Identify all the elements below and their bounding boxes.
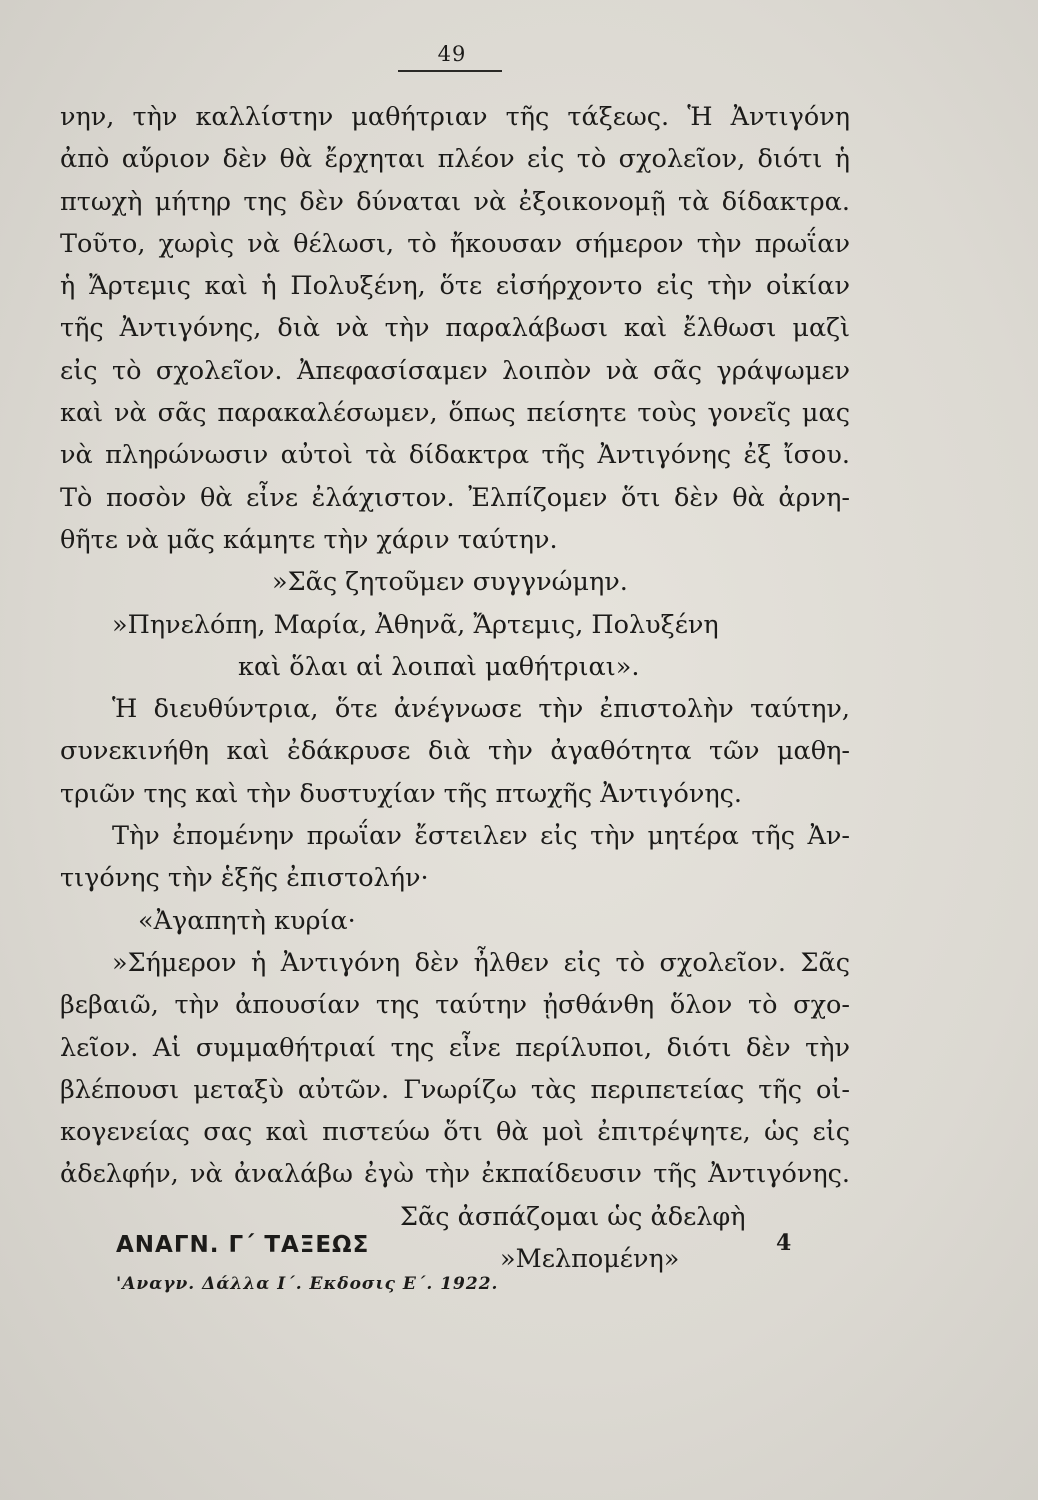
text-line: ἀδελφήν, νὰ ἀναλάβω ἐγὼ τὴν ἐκπαίδευσιν τῆς Ἀντιγόνης. xyxy=(60,1159,850,1190)
footer-edition-info: 'Αναγν. Δάλλα Ι΄. Εκδοσις Ε΄. 1922. xyxy=(116,1274,499,1294)
text-line: Ἡ διευθύντρια, ὅτε ἀνέγνωσε τὴν ἐπιστολὴν ταύτην, xyxy=(112,694,850,725)
text-line: νην, τὴν καλλίστην μαθήτριαν τῆς τάξεως. Ἡ Ἀντιγόνη xyxy=(60,102,850,132)
text-line: βλέπουσι μεταξὺ αὐτῶν. Γνωρίζω τὰς περιπετείας τῆς οἰ- xyxy=(60,1074,850,1105)
text-line: εἰς τὸ σχολεῖον. Ἀπεφασίσαμεν λοιπὸν νὰ σᾶς γράψωμεν xyxy=(60,355,850,386)
text-line: βεβαιῶ, τὴν ἀπουσίαν της ταύτην ᾐσθάνθη ὅλον τὸ σχο- xyxy=(60,990,850,1021)
text-line: λεῖον. Αἱ συμμαθήτριαί της εἶνε περίλυποι, διότι δὲν τὴν xyxy=(60,1032,850,1063)
text-line: Τοῦτο, χωρὶς νὰ θέλωσι, τὸ ἤκουσαν σήμερον τὴν πρωΐαν xyxy=(60,228,850,259)
text-line: ἡ Ἄρτεμις καὶ ἡ Πολυξένη, ὅτε εἰσήρχοντο εἰς τὴν οἰκίαν xyxy=(60,271,850,302)
page-number: 49 xyxy=(437,42,467,66)
page-text xyxy=(60,96,850,1280)
text-line: «Ἀγαπητὴ κυρία· xyxy=(138,905,356,936)
closing-line: Σᾶς ἀσπάζομαι ὡς ἀδελφὴ xyxy=(400,1201,746,1232)
text-line: Τὸ ποσὸν θὰ εἶνε ἐλάχιστον. Ἐλπίζομεν ὅτι δὲν θὰ ἀρνη- xyxy=(60,482,850,513)
text-line: »Σήμερον ἡ Ἀντιγόνη δὲν ἦλθεν εἰς τὸ σχολεῖον. Σᾶς xyxy=(112,947,850,978)
footer-book-title: ΑΝΑΓΝ. Γ΄ ΤΑΞΕΩΣ xyxy=(116,1232,370,1258)
text-line: καὶ νὰ σᾶς παρακαλέσωμεν, ὅπως πείσητε τοὺς γονεῖς μας xyxy=(60,398,850,429)
page-number-rule xyxy=(398,70,502,72)
text-line: θῆτε νὰ μᾶς κάμητε τὴν χάριν ταύτην. xyxy=(60,524,558,555)
footer-signature-mark: 4 xyxy=(776,1230,792,1256)
text-line: »Πηνελόπη, Μαρία, Ἀθηνᾶ, Ἄρτεμις, Πολυξένη xyxy=(112,609,719,640)
text-line: τριῶν της καὶ τὴν δυστυχίαν τῆς πτωχῆς Ἀντιγόνης. xyxy=(60,778,743,809)
text-line: »Σᾶς ζητοῦμεν συγγνώμην. xyxy=(272,567,628,598)
text-line: καὶ ὅλαι αἱ λοιπαὶ μαθήτριαι». xyxy=(238,651,640,682)
text-line: Τὴν ἐπομένην πρωΐαν ἔστειλεν εἰς τὴν μητέρα τῆς Ἀν- xyxy=(112,821,850,852)
text-line: πτωχὴ μήτηρ της δὲν δύναται νὰ ἐξοικονομῇ τὰ δίδακτρα. xyxy=(60,186,850,217)
text-line: τῆς Ἀντιγόνης, διὰ νὰ τὴν παραλάβωσι καὶ ἔλθωσι μαζὶ xyxy=(60,313,850,344)
text-line: τιγόνης τὴν ἑξῆς ἐπιστολήν· xyxy=(60,863,429,894)
text-line: ἀπὸ αὔριον δὲν θὰ ἔρχηται πλέον εἰς τὸ σχολεῖον, διότι ἡ xyxy=(60,144,850,175)
text-line: συνεκινήθη καὶ ἐδάκρυσε διὰ τὴν ἀγαθότητα τῶν μαθη- xyxy=(60,736,850,767)
text-line: κογενείας σας καὶ πιστεύω ὅτι θὰ μοὶ ἐπιτρέψητε, ὡς εἰς xyxy=(60,1117,850,1148)
text-line: νὰ πληρώνωσιν αὐτοὶ τὰ δίδακτρα τῆς Ἀντιγόνης ἐξ ἴσου. xyxy=(60,440,850,471)
signature-line: »Μελπομένη» xyxy=(500,1244,680,1275)
